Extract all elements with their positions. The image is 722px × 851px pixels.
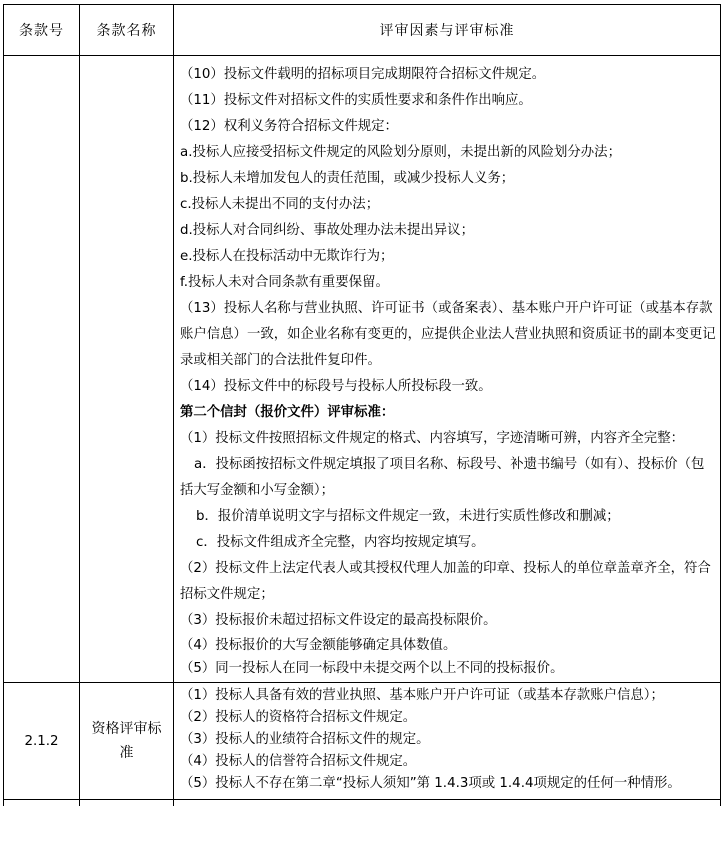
criteria-line: （2）投标文件上法定代表人或其授权代理人加盖的印章、投标人的单位章盖章齐全，符合招标文件规定； [180, 561, 711, 602]
criteria-line: （13）投标人名称与营业执照、许可证书（或备案表）、基本账户开户许可证（或基本存款账户信息）一致，如企业名称有变更的，应提供企业法人营业执照和资质证书的副本变更记录或相关部门的合法批件复印件。 [180, 301, 716, 368]
criteria-line: （3）投标人的业绩符合招标文件的规定。 [180, 732, 430, 747]
criteria-line: （2）投标人的资格符合招标文件规定。 [180, 710, 417, 725]
clause-no-cell [4, 56, 80, 683]
section-heading: 第二个信封（报价文件）评审标准： [180, 405, 395, 420]
criteria-line: c．投标文件组成齐全完整，内容均按规定填写。 [196, 535, 485, 550]
table-row [4, 683, 721, 800]
criteria-line: f.投标人未对合同条款有重要保留。 [180, 275, 389, 290]
criteria-line: b．报价清单说明文字与招标文件规定一致，未进行实质性修改和删减； [196, 509, 620, 524]
criteria-line: c.投标人未提出不同的支付办法； [180, 197, 380, 212]
header-clause-no: 条款号 [4, 5, 80, 56]
table-row [4, 56, 721, 683]
evaluation-standards-table [3, 4, 721, 806]
table-row-cut-off [4, 800, 721, 807]
criteria-line: （10）投标文件载明的招标项目完成期限符合招标文件规定。 [180, 67, 546, 82]
criteria-line: b.投标人未增加发包人的责任范围，或减少投标人义务； [180, 171, 515, 186]
table-header-row [4, 5, 721, 56]
criteria-line: （11）投标文件对招标文件的实质性要求和条件作出响应。 [180, 93, 532, 108]
criteria-line: （1）投标文件按照招标文件规定的格式、内容填写，字迹清晰可辨，内容齐全完整： [180, 431, 684, 446]
criteria-line: e.投标人在投标活动中无欺诈行为； [180, 249, 394, 264]
clause-name-cell [80, 56, 174, 683]
criteria-line: （4）投标报价的大写金额能够确定具体数值。 [180, 638, 457, 653]
criteria-line: （14）投标文件中的标段号与投标人所投标段一致。 [180, 379, 492, 394]
criteria-line: a．投标函按招标文件规定填报了项目名称、标段号、补遗书编号（如有）、投标价（包括大写金额和小写金额）； [180, 457, 705, 498]
clause-no-cell: 2.1.2 [4, 683, 80, 800]
header-evaluation-criteria: 评审因素与评审标准 [174, 5, 721, 56]
criteria-line: （5）同一投标人在同一标段中未提交两个以上不同的投标报价。 [180, 661, 564, 676]
criteria-line: a.投标人应接受招标文件规定的风险划分原则，未提出新的风险划分办法； [180, 145, 621, 160]
criteria-line: （5）投标人不存在第二章“投标人须知”第 1.4.3项或 1.4.4项规定的任何一种情形。 [180, 776, 681, 791]
criteria-line: （1）投标人具备有效的营业执照、基本账户开户许可证（或基本存款账户信息）； [180, 688, 664, 703]
criteria-cell [174, 683, 721, 800]
clause-name-cell: 资格评审标准 [80, 683, 174, 800]
criteria-line: （3）投标报价未超过招标文件设定的最高投标限价。 [180, 613, 497, 628]
header-clause-name: 条款名称 [80, 5, 174, 56]
criteria-line: d.投标人对合同纠纷、事故处理办法未提出异议； [180, 223, 474, 238]
criteria-cell [174, 56, 721, 683]
criteria-line: （12）权利义务符合招标文件规定： [180, 119, 398, 134]
criteria-line: （4）投标人的信誉符合招标文件规定。 [180, 754, 417, 769]
